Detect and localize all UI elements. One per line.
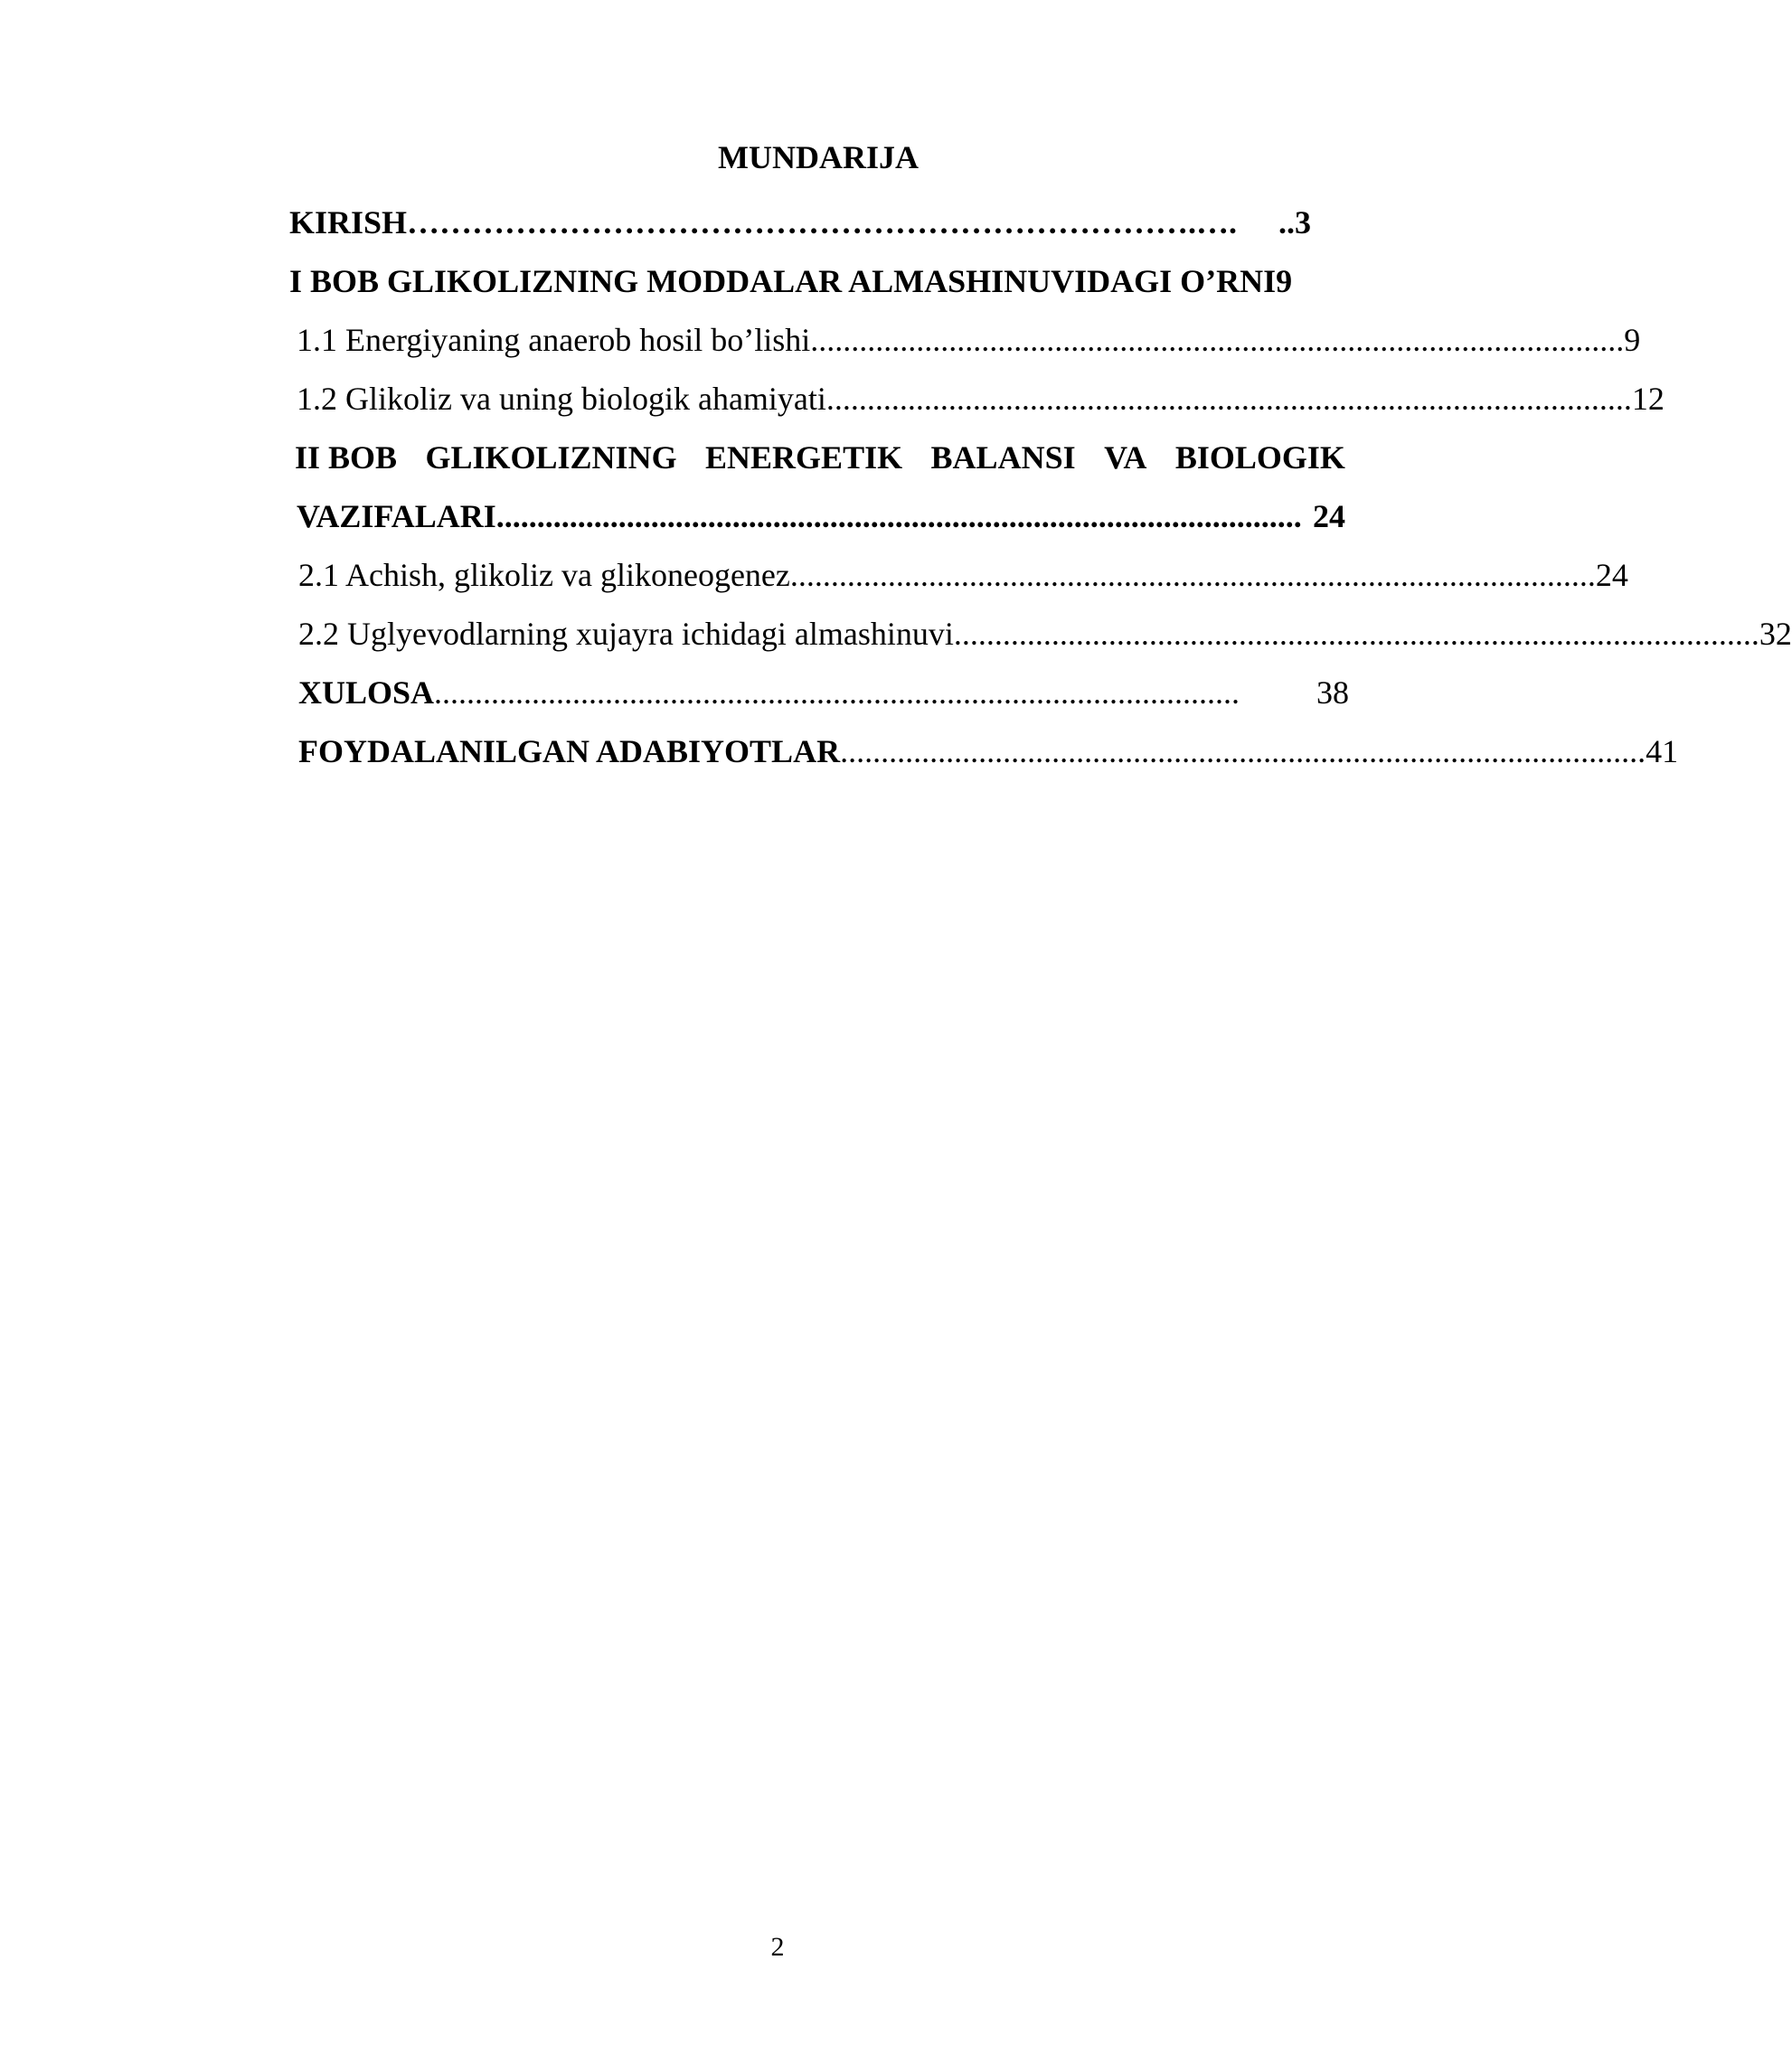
toc-entry-label: 1.1 Energiyaning anaerob hosil bo’lishi — [297, 322, 811, 358]
toc-page-number: .9 — [1616, 322, 1641, 358]
toc-word: BALANSI — [930, 439, 1076, 476]
toc-entry-2-1[interactable] — [289, 546, 1628, 605]
toc-entry-xulosa[interactable] — [289, 664, 1349, 722]
toc-page-number: 24 — [1595, 557, 1628, 593]
toc-page-number: 12 — [1631, 381, 1665, 417]
toc-entry-1-1[interactable] — [289, 311, 1641, 370]
toc-leader-dots: ................................................................................................... — [825, 381, 1632, 417]
toc-entry-kirish[interactable] — [289, 193, 1311, 252]
toc-entry-label: KIRISH — [289, 204, 408, 240]
toc-page-number: 41 — [1646, 733, 1679, 769]
toc-entry-bob2[interactable] — [289, 429, 1345, 487]
toc-entry-adabiyotlar[interactable] — [289, 722, 1679, 781]
toc-entry-label: 2.1 Achish, glikoliz va glikoneogenez — [298, 557, 790, 593]
toc-leader-dots: ................................................................................................... — [840, 733, 1646, 769]
toc-leader-dots: ................................................................................................... — [789, 557, 1596, 593]
toc-entry-label: 2.2 Uglyevodlarning xujayra ichidagi almashinuvi — [298, 616, 954, 652]
toc-word: VA — [1104, 439, 1147, 476]
page-title: MUNDARIJA — [718, 139, 919, 175]
toc-entry-label: VAZIFALARI — [297, 498, 496, 534]
toc-entry-label: 1.2 Glikoliz va uning biologik ahamiyati — [297, 381, 826, 417]
toc-entry-1-2[interactable] — [289, 370, 1665, 429]
toc-leader-dots: ................................................................................................... — [953, 616, 1759, 652]
page-number: 2 — [770, 1932, 785, 1962]
toc-word: II BOB — [295, 439, 398, 476]
toc-page-number: 38 — [1316, 674, 1349, 711]
toc-entry-2-2[interactable] — [289, 605, 1792, 664]
toc-entry-label: I BOB GLIKOLIZNING MODDALAR ALMASHINUVIDAGI O’RNI9 — [289, 263, 1293, 299]
toc-page-number: 32 — [1759, 616, 1792, 652]
toc-entry-bob1[interactable] — [289, 252, 1345, 311]
toc-leader-dots: ................................................................................................... — [495, 498, 1302, 534]
toc-page-number: ..3 — [1278, 204, 1311, 240]
toc-page-number: 24 — [1313, 498, 1345, 534]
toc-word: BIOLOGIK — [1174, 439, 1345, 476]
toc-entry-label: FOYDALANILGAN ADABIYOTLAR — [298, 733, 841, 769]
toc-word: ENERGETIK — [705, 439, 903, 476]
toc-leader-dots: ……………………………………………………………….…. — [407, 204, 1238, 240]
toc-leader-dots: ................................................................................................... — [810, 322, 1617, 358]
table-of-contents — [289, 193, 1792, 781]
toc-entry-label: XULOSA — [298, 674, 435, 711]
toc-word: GLIKOLIZNING — [425, 439, 677, 476]
toc-entry-bob2-cont[interactable] — [289, 487, 1345, 546]
toc-leader-dots: ................................................................................................... — [434, 674, 1240, 711]
